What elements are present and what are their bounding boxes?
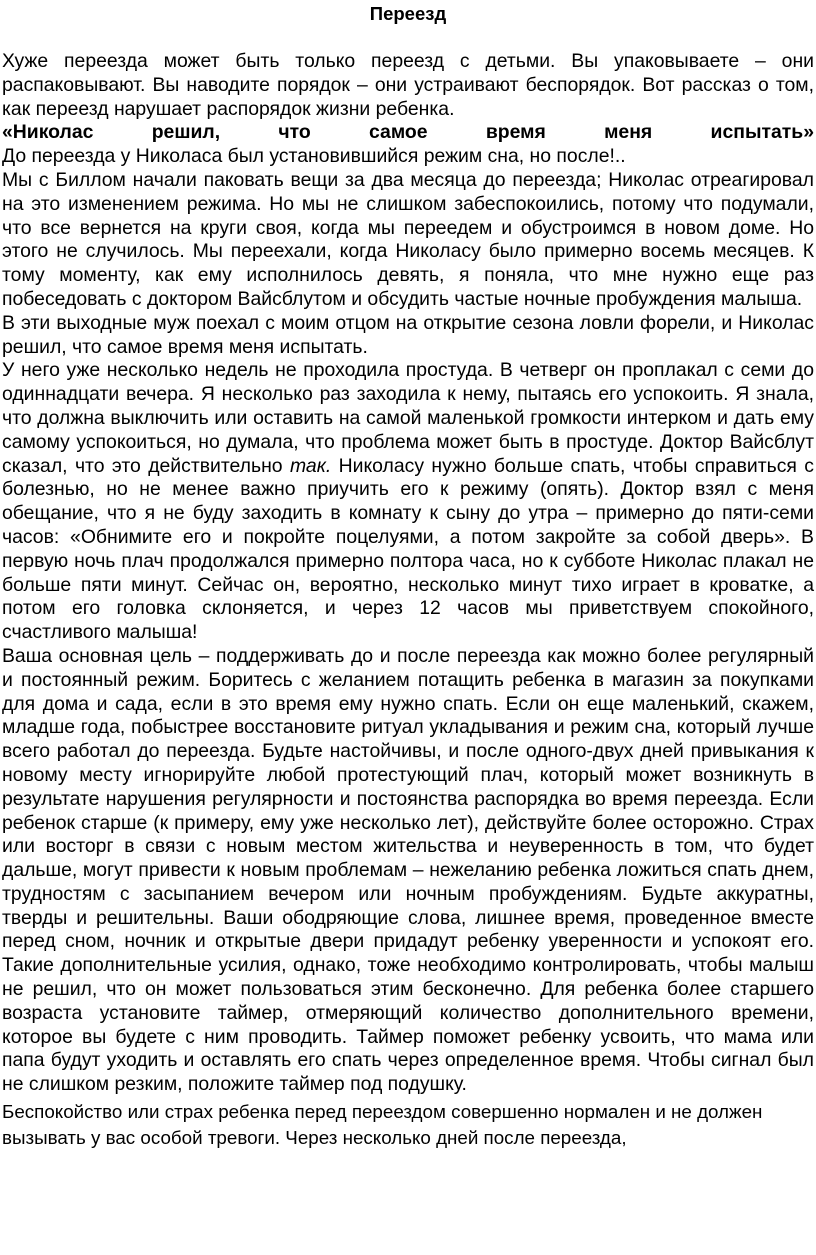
paragraph-cold: [2, 359, 814, 645]
paragraph-weekend: В эти выходные муж поехал с моим отцом на открытие сезона ловли форели, и Николас решил, что самое время меня испытать.: [2, 311, 814, 358]
paragraph-packing: Мы с Биллом начали паковать вещи за два месяца до переезда; Николас отреагировал на это изменением режима. Но мы не слишком забеспокоились, потому что подумали, что все вернется на круги своя, когда мы переедем и обустроимся в новом доме. Но этого не случилось. Мы переехали, когда Николасу было примерно восемь месяцев. К тому моменту, как ему исполнилось девять, я поняла, что мне нужно еще раз побеседовать с доктором Вайсблутом и обсудить частые ночные пробуждения малыша.: [2, 168, 814, 310]
paragraph-anxiety: Беспокойство или страх ребенка перед переездом совершенно нормален и не должен вызывать у вас особой тревоги. Через несколько дней после переезда,: [2, 1101, 763, 1149]
paragraph-main-goal: Ваша основная цель – поддерживать до и после переезда как можно более регулярный и постоянный режим. Боритесь с желанием потащить ребенка в магазин за покупками для дома и сада, если в это время ему нужно спать. Если он еще маленький, скажем, младше года, побыстрее восстановите ритуал укладывания и режим сна, который лучше всего работал до переезда. Будьте настойчивы, и после одного-двух дней привыкания к новому месту игнорируйте любой протестующий плач, который может возникнуть в результате нарушения регулярности и постоянства распорядка во время переезда. Если ребенок старше (к примеру, ему уже несколько лет), действуйте более осторожно. Страх или восторг в связи с новым местом жительства и неуверенность в том, что будет дальше, могут привести к новым проблемам – нежеланию ребенка ложиться спать днем, трудностям с засыпанием вечером или ночным пробуждениям. Будьте аккуратны, тверды и решительны. Ваши ободряющие слова, лишнее время, проведенное вместе перед сном, ночник и открытые двери придадут ребенку уверенности и успокоят его. Такие дополнительные усилия, однако, тоже необходимо контролировать, чтобы малыш не решил, что он может пользоваться этим бесконечно. Для ребенка более старшего возраста установите таймер, отмеряющий количество дополнительного времени, которое вы будете с ним проводить. Таймер поможет ребенку усвоить, что мама или папа будут уходить и оставлять его спать через определенное время. Чтобы сигнал был не слишком резким, положите таймер под подушку.: [2, 644, 814, 1096]
document-title: Переезд: [369, 3, 447, 24]
paragraph-before-move: До переезда у Николаса был установившийся режим сна, но после!..: [2, 145, 626, 168]
intro-paragraph: Хуже переезда может быть только переезд с детьми. Вы упаковываете – они распаковывают. Вы наводите порядок – они устраивают беспорядок. Вот рассказ о том, как переезд нарушает распорядок жизни ребенка.: [2, 50, 814, 120]
paragraph-cold-part-b: Николасу нужно больше спать, чтобы справиться с болезнью, но не менее важно приучить его к режиму (опять). Доктор взял с меня обещание, что я не буду заходить в комнату к сыну до утра – примерно до пяти-семи часов: «Обнимите его и покройте поцелуями, а потом закройте за собой дверь». В первую ночь плач продолжался примерно полтора часа, но к субботе Николас плакал не больше пяти минут. Сейчас он, вероятно, несколько минут тихо играет в кроватке, а потом его головка склоняется, и через 12 часов мы приветствуем спокойного, счастливого малыша!: [2, 454, 814, 644]
paragraph-cold-part-a: У него уже несколько недель не проходила простуда. В четверг он проплакал с семи до одиннадцати вечера. Я несколько раз заходила к нему, пытаясь его успокоить. Я знала, что должна выключить или оставить на самой маленькой громкости интерком и дать ему самому успокоиться, но думала, что проблема может быть в простуде. Доктор Вайсблут сказал, что это действительно: [2, 359, 814, 477]
emphasis-word: так.: [289, 454, 332, 477]
section-heading: «Николас решил, что самое время меня испытать»: [2, 121, 814, 144]
